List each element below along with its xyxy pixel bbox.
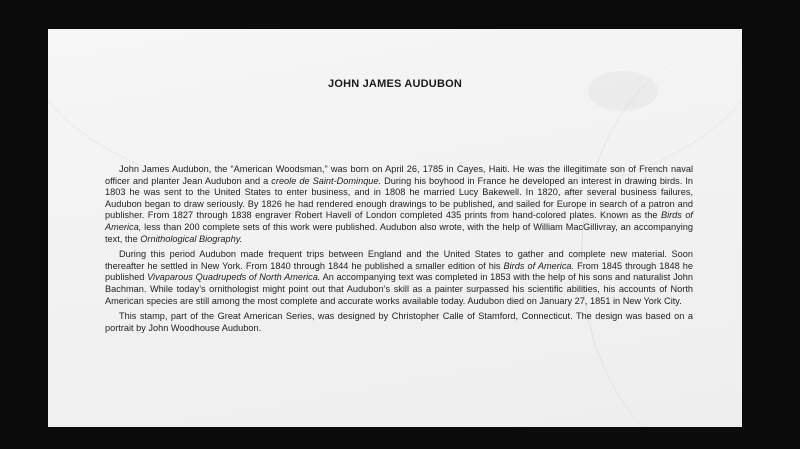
paragraph-biography: John James Audubon, the “American Woodsman,” was born on April 26, 1785 in Cayes, Haiti. He was the illegitimate son of French naval officer and planter Jean Audubon and a creole de Saint-Dominque. During his boyhood in France he developed an interest in drawing birds. In 1803 he was sent to the United States to enter business, and in 1808 he married Lucy Bakewell. In 1820, after several business failures, Audubon began to draw seriously. By 1826 he had rendered enough drawings to be published, and sailed for Europe in search of a patron and publisher. From 1827 through 1838 engraver Robert Havell of London completed 435 prints from hand-colored plates. Known as the Birds of America, less than 200 complete sets of this work were published. Audubon also wrote, with the help of William MacGillivray, an accompanying text, the Ornithological Biography. (105, 164, 694, 244)
page-title: JOHN JAMES AUDUBON (328, 78, 462, 90)
envelope-back (48, 29, 742, 427)
biography-text (105, 164, 693, 338)
paragraph-stamp-credit: This stamp, part of the Great American Series, was designed by Christopher Calle of Stamford, Connecticut. The design was based on a portrait by John Woodhouse Audubon. (105, 311, 693, 333)
paragraph-later-life: During this period Audubon made frequent trips between England and the United States to gather and complete new material. Soon thereafter he settled in New York. From 1840 through 1844 he published a smaller edition of his Birds of America. From 1845 through 1848 he published Vivaparous Quadrupeds of North America. An accompanying text was completed in 1853 with the help of his sons and naturalist John Bachman. While today’s ornithologist might point out that Audubon’s skill as a painter surpassed his scientific abilities, his accounts of North American species are still among the most complete and accurate works available today. Audubon died on January 27, 1851 in New York City. (105, 249, 694, 306)
embossed-seal (588, 71, 658, 111)
